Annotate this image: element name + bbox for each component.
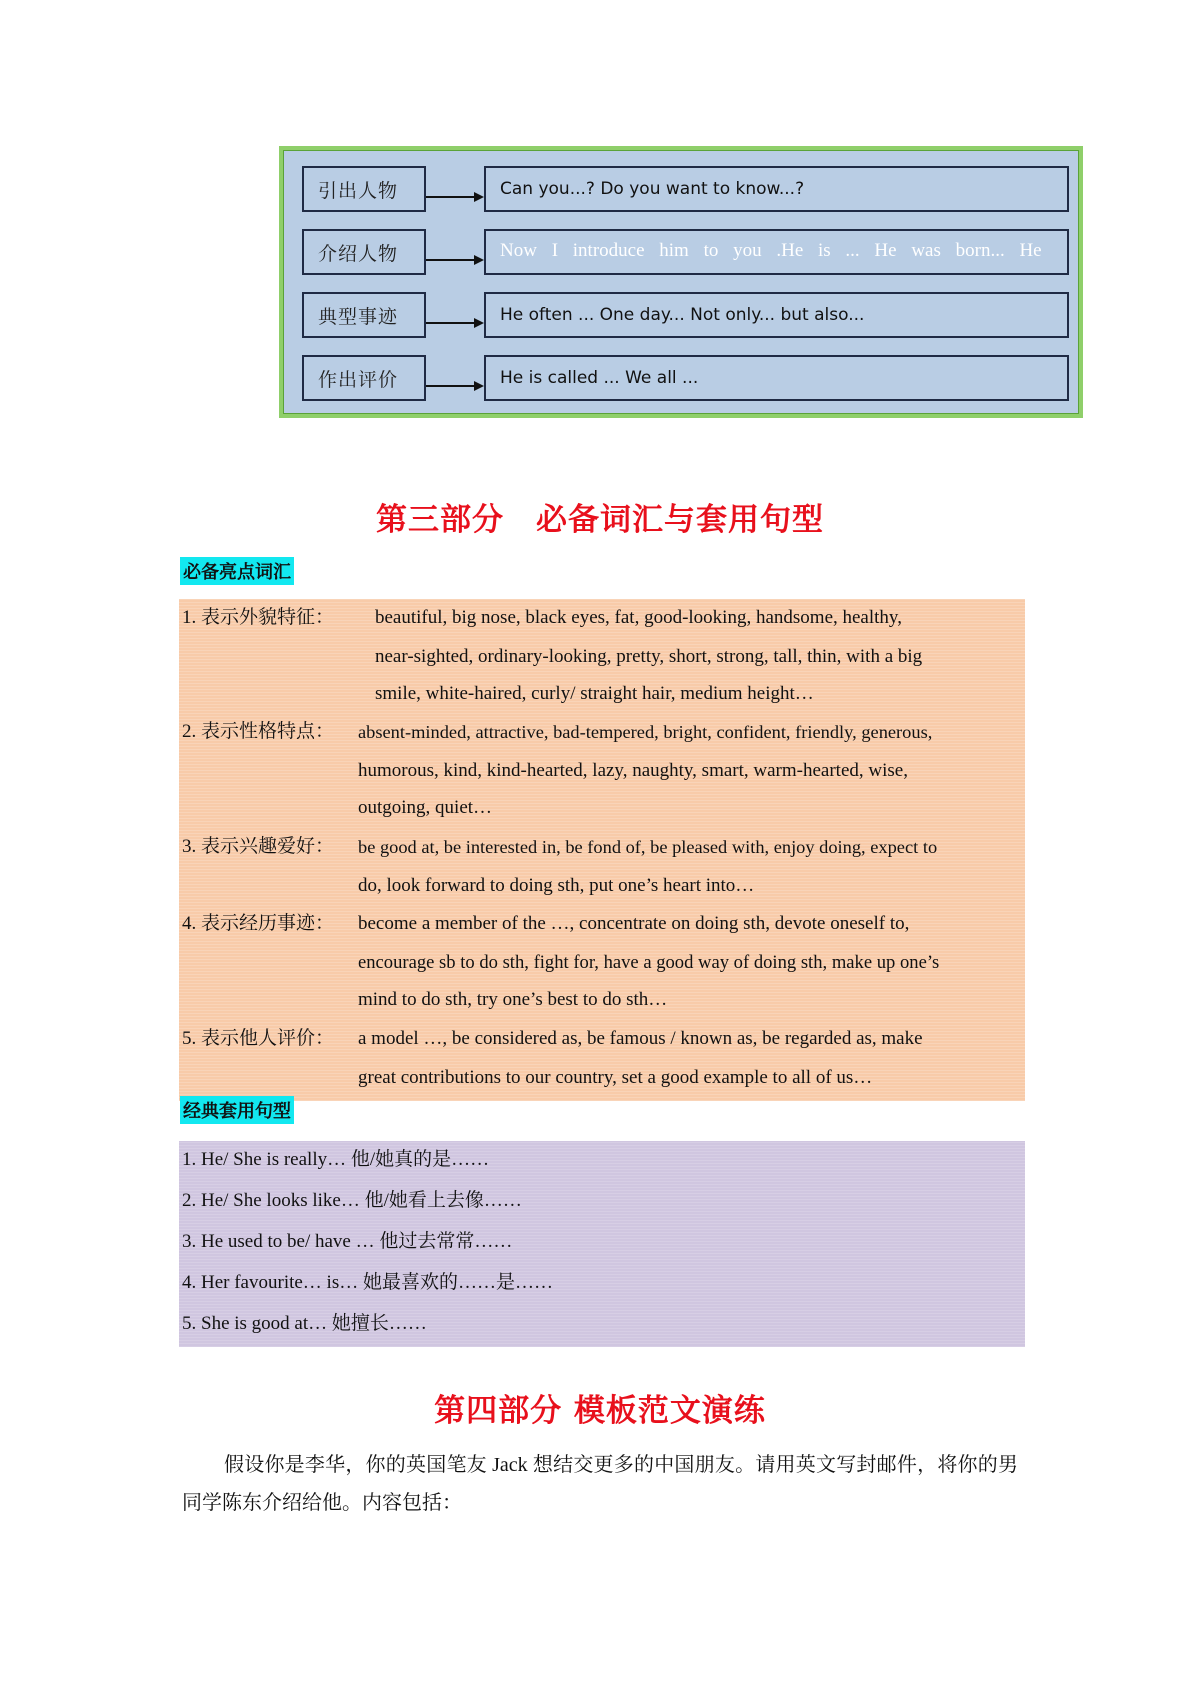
- task-paragraph: 假设你是李华，你的英国笔友 Jack 想结交更多的中国朋友。请用英文写封邮件，将你的男同学陈东介绍给他。内容包括：: [182, 1454, 1018, 1514]
- vocab-line: humorous, kind, kind-hearted, lazy, naughty, smart, warm-hearted, wise,: [358, 760, 908, 781]
- step-label-3: 典型事迹: [302, 292, 426, 338]
- vocab-item: [182, 905, 1022, 1021]
- step-text-1: Can you...? Do you want to know...?: [484, 166, 1069, 212]
- vocab-line: outgoing, quiet…: [358, 797, 493, 818]
- sentence-item: 2. He/ She looks like… 他/她看上去像……: [182, 1190, 522, 1211]
- sentence-item: 1. He/ She is really… 他/她真的是……: [182, 1149, 490, 1170]
- vocab-line: a model …, be considered as, be famous / known as, be regarded as, make: [358, 1028, 923, 1049]
- vocab-line: beautiful, big nose, black eyes, fat, good-looking, handsome, healthy,: [375, 607, 902, 628]
- step-label-2: 介绍人物: [302, 229, 426, 275]
- vocab-line: become a member of the …, concentrate on doing sth, devote oneself to,: [358, 913, 910, 934]
- vocab-tag: 必备亮点词汇: [180, 557, 294, 585]
- part3-title: 第三部分 必备词汇与套用句型: [376, 502, 824, 538]
- vocab-line: do, look forward to doing sth, put one’s heart into…: [358, 875, 755, 896]
- vocab-line: near-sighted, ordinary-looking, pretty, short, strong, tall, thin, with a big: [375, 646, 923, 667]
- vocab-block: [179, 599, 1025, 1101]
- step-label-1: 引出人物: [302, 166, 426, 212]
- vocab-label: 4. 表示经历事迹：: [182, 913, 335, 934]
- vocab-line: great contributions to our country, set a good example to all of us…: [358, 1067, 873, 1088]
- sentence-item: 5. She is good at… 她擅长……: [182, 1313, 427, 1334]
- sentence-item: 3. He used to be/ have … 他过去常常……: [182, 1231, 513, 1252]
- flow-diagram: [279, 146, 1083, 418]
- vocab-line: absent-minded, attractive, bad-tempered, bright, confident, friendly, generous,: [358, 722, 933, 742]
- step-text-2: Now I introduce him to you .He is ... He was born... He: [484, 229, 1069, 275]
- vocab-label: 1. 表示外貌特征：: [182, 607, 335, 628]
- arrow-right-icon: [426, 166, 484, 212]
- sentence-item: 4. Her favourite… is… 她最喜欢的……是……: [182, 1272, 553, 1293]
- vocab-label: 2. 表示性格特点：: [182, 721, 335, 742]
- vocab-line: be good at, be interested in, be fond of, be pleased with, enjoy doing, expect to: [358, 837, 938, 857]
- step-text-3: He often ... One day... Not only... but also...: [484, 292, 1069, 338]
- arrow-right-icon: [426, 229, 484, 275]
- vocab-item: [182, 599, 1022, 715]
- vocab-item: [182, 1020, 1022, 1098]
- step-text-4: He is called ... We all ...: [484, 355, 1069, 401]
- vocab-line: mind to do sth, try one’s best to do sth…: [358, 989, 668, 1010]
- vocab-label: 5. 表示他人评价：: [182, 1028, 335, 1049]
- vocab-item: [182, 713, 1022, 829]
- sentence-block: [179, 1141, 1025, 1347]
- step-label-4: 作出评价: [302, 355, 426, 401]
- vocab-label: 3. 表示兴趣爱好：: [182, 836, 335, 857]
- part4-title: 第四部分 模板范文演练: [434, 1393, 766, 1429]
- arrow-right-icon: [426, 292, 484, 338]
- sentence-tag: 经典套用句型: [180, 1096, 294, 1124]
- vocab-item: [182, 828, 1022, 906]
- arrow-right-icon: [426, 355, 484, 401]
- vocab-line: encourage sb to do sth, fight for, have a good way of doing sth, make up one’s: [358, 952, 940, 973]
- vocab-line: smile, white-haired, curly/ straight hair, medium height…: [375, 683, 814, 704]
